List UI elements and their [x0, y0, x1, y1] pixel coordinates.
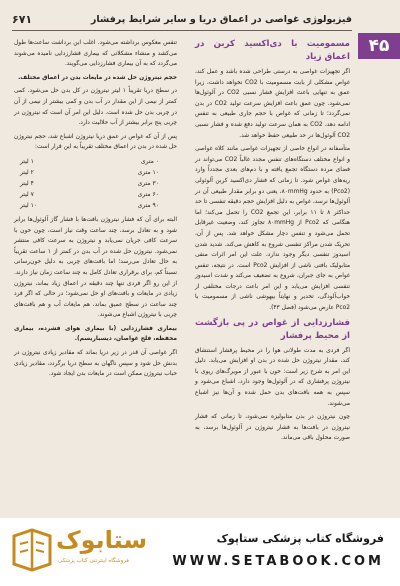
table-row: [14, 189, 177, 200]
running-title: فیزیولوژی غواصی در اعماق دریا و سایر شرایط پرفشار: [90, 13, 352, 25]
section-heading: فشارزدایی از غواص در پی بازگشت از محیط پرفشار: [195, 317, 350, 341]
logo-wordmark: ستابوک: [56, 526, 148, 554]
paragraph: چون نیتروژن در بدن متابولیزه نمی‌شود، تا زمانی که فشار نیتروژن در بافت‌ها به فشار نیتروژن در آلوئول‌ها برسد، به صورت محلول باقی می‌ماند.: [195, 414, 350, 442]
table-row: [14, 167, 177, 178]
page-number: ۶۷۱: [12, 12, 33, 26]
volume-cell: ۲ لیتر: [20, 168, 34, 176]
table-row: [14, 156, 177, 167]
volume-cell: ۷ لیتر: [20, 190, 34, 198]
paragraph: اگر تجهیزات غواصی به درستی طراحی شده باشد و عمل کند، غواص مشکلی از بابت مسمومیت با CO2 نخواهد داشت، زیرا عمق به تنهایی باعث افزایش فشار نسبی CO2 در آلوئول‌ها نمی‌شود. چون عمق باعث افزایش سرعت تولید CO2 در بدن نمی‌گردد؛ تا زمانی که غواص با حجم جاری طبیعی به تنفس ادامه دهد، CO2 به همان سرعت تولید دفع شده و فشار نسبی CO2 آلوئول‌ها در حد طبیعی حفظ خواهد شد.: [195, 69, 350, 139]
depth-cell: ۶۰ متری: [137, 190, 159, 198]
subheading: بیماری فشارزدایی (با بیماری هوای فشرده، بیماری محفظه، فلج غواصان، دیسباریسم).: [14, 325, 177, 343]
paragraph: تنفس معکوس برداشته می‌شود. اغلب این برداشت ساعت‌ها طول می‌کشد و منشاء مشکلاتی که بیماری فشارزدایی نامیده می‌شوند می‌گردد که به آن بیماری فشارزدایی می‌گویند.: [14, 40, 177, 68]
right-column: [195, 38, 350, 447]
paragraph: البته برای آن که فشار نیتروژن بافت‌ها با فشار گاز آلوئول‌ها برابر شود و به تعادل برسد، چند ساعت وقت نیاز است، چون خون با سرعت کافی جریان نمی‌یابد و نیتروژن به سرعت کافی منتشر نمی‌شود. نیتروژن حل شده در آب بدن در کمتر از ۱ ساعت تقریباً به حال تعادل می‌رسد؛ اما بافت‌های چربی به دلیل خون‌رسانی نسبتاً کم، برای برقراری تعادل کامل به چند ساعت زمان نیاز دارند. از این رو اگر فردی تنها چند دقیقه در اعماق زیاد بماند، نیتروژن زیادی در مایعات و بافت‌های او حل نمی‌شود؛ در حالی که اگر فرد چند ساعت در سطح عمیق بماند، هم مایعات آب و هم بافت‌های چربی با نیتروژن اشباع می‌شوند.: [14, 216, 177, 319]
store-name: فروشگاه کتاب پزشکی ستاپوک: [216, 532, 384, 545]
paragraph: در سطح دریا تقریباً ۱ لیتر نیتروژن در کل بدن حل می‌شود. کمی کمتر از نیمی از این مقدار در آب بدن و کمی بیشتر از نیمی از آن در چربی بدن حل شده است. دلیل این امر آن است که نیتروژن در چربی پنج برابر بیشتر از آب حلالیت دارد.: [14, 88, 178, 127]
book-logo-icon: [8, 526, 56, 574]
table-row: [14, 178, 177, 189]
footer-banner: [0, 518, 400, 586]
volume-cell: ۴ لیتر: [20, 179, 34, 187]
depth-cell: ۳۰ متری: [137, 179, 159, 187]
table-row: [14, 200, 177, 211]
depth-cell: ۱۰ متری: [137, 168, 159, 176]
logo-tagline: فروشگاه اینترنتی کتاب پزشکی: [58, 558, 129, 564]
paragraph: اگر فردی به مدت طولانی هوا را در محیط پرفشار استنشاق کند، مقدار نیتروژن حل شده در بدن او افزایش می‌یابد. دلیل این امر به شرح زیر است: خون با عبور از مویرگ‌های ریوی با نیتروژن پرفشاری که در آلوئول‌ها وجود دارد، اشباع می‌شود و سپس به همه بافت‌های بدن حمل شده و آن‌ها نیز اشباع می‌شوند.: [195, 347, 350, 407]
chapter-tab: ۴۵: [358, 33, 400, 59]
running-header: [12, 10, 352, 28]
section-heading: مسمومیت با دی‌اکسید کربن در اعماق زیاد: [195, 39, 350, 62]
store-url[interactable]: WWW.SETABOOK.COM: [172, 554, 384, 569]
volume-cell: ۱ لیتر: [20, 157, 34, 165]
paragraph: متأسفانه در انواع خاصی از تجهیزات غواصی مانند کلاه غواصی و انواع مختلف دستگاه‌های تنفس مجدد غالباً CO2 می‌تواند در فضای مرده دستگاه تجمع یافته و با دم‌های بعدی مجدداً وارد ریه‌های غواص شود. تا زمانی که فشار دی‌اکسید کربن آلوئولی (Pco2) به حدود ۸۰mmHg، یعنی دو برابر مقدار طبیعی آن در آلوئول‌ها نرسد، غواص به دلیل افزایش حجم دقیقه تنفسی تا حد حداکثر ۸ تا ۱۱ برابر، این تجمع CO2 را تحمل می‌کند؛ اما هنگامی که Pco2 از ۸۰mmHg تجاوز کند، وضعیت غیرقابل تحمل می‌شود و تنفس دچار مشکل خواهد شد. پس از آن، تحریک شدن مراکز تنفسی شروع به کاهش می‌کند. شدید شدن اسیدوز تنفسی دیگر وجود ندارد، علت این امر اثرات منفی متابولیک بافتی ناشی از افزایش Pco2 است. در نتیجه، تنفس غواص به جای جبران، شروع به تضعیف می‌کند و شدت اسیدوز تنفسی افزایش می‌یابد و این امر باعث درجات مختلفی از خواب‌آلودگی، تخدیر و نهایتاً بیهوشی ناشی از مسمومیت با Pco2 عارض می‌شود (فصل ۴۳).: [195, 146, 350, 312]
depth-volume-table: [14, 156, 177, 211]
depth-cell: ۹۰ متری: [137, 201, 159, 209]
volume-cell: ۱۰ لیتر: [20, 201, 38, 209]
subheading: حجم نیتروژن حل شده در مایعات بدن در اعماق مختلف.: [18, 74, 177, 81]
header-rule: [12, 30, 352, 31]
paragraph: اگر غواصی آن قدر در زیر دریا بماند که مقادیر زیادی نیتروژن در بدنش حل شود و سپس ناگهان به سطح دریا برگردد، مقادیر زیادی حباب نیتروژن ممکن است در مایعات بدن ایجاد شود.: [14, 350, 177, 378]
left-column: [14, 38, 177, 383]
depth-cell: ۰ متری: [140, 157, 159, 165]
paragraph: پس از آن که غواص در عمق دریا نیتروژن اشباع شد، حجم نیتروژن حل شده در بدن در اعماق مختلف تقریباً به این قرار است:: [14, 133, 177, 151]
